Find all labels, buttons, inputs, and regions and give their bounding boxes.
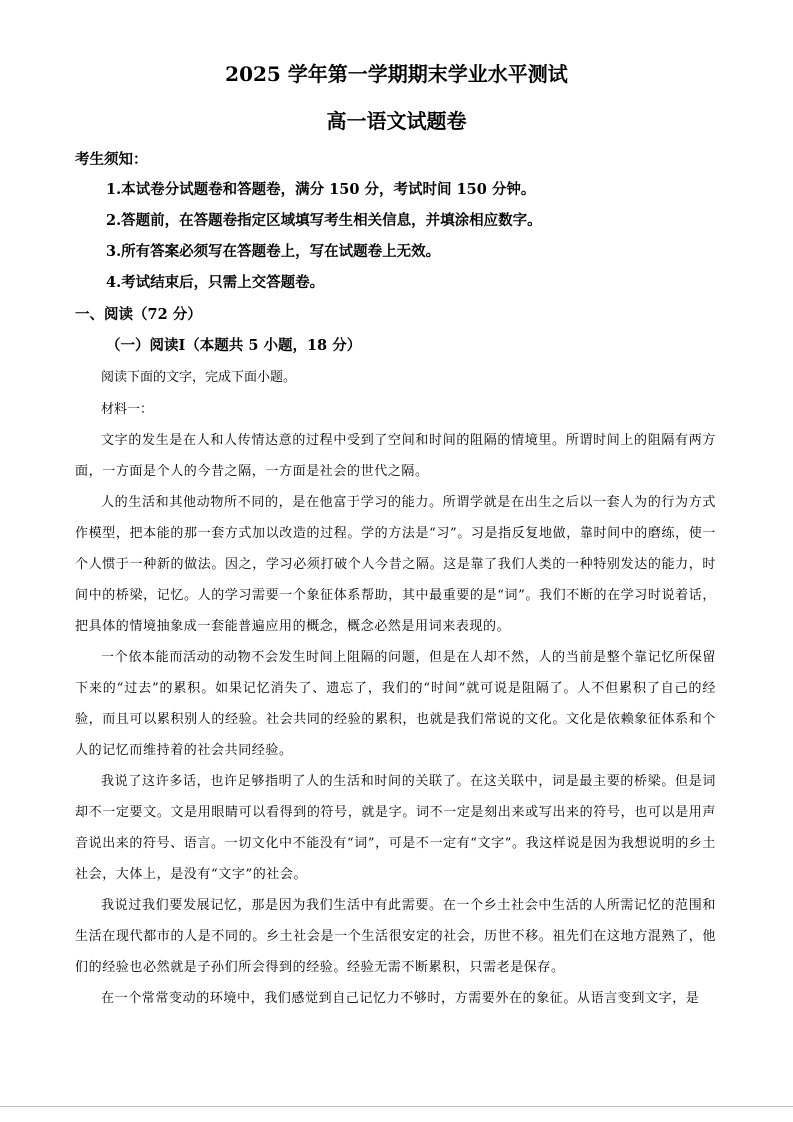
notice-heading: 考生须知： [75, 151, 148, 168]
page-bottom-divider [0, 1106, 793, 1107]
notice-item: 3.所有答案必须写在答题卷上，写在试题卷上无效。 [106, 243, 441, 260]
section-heading: 一、阅读（72 分） [75, 306, 202, 323]
notice-item: 2.答题前，在答题卷指定区域填写考生相关信息，并填涂相应数字。 [106, 212, 542, 229]
passage-paragraph: 我说过我们要发展记忆，那是因为我们生活中有此需要。在一个乡土社会中生活的人所需记忆的范围和生活在现代都市的人是不同的。乡土社会是一个生活很安定的社会，历世不移。祖先们在这地方混熟了，他们的经验也必然就是子孙们所会得到的经验。经验无需不断累积，只需老是保存。 [75, 898, 716, 975]
passage-paragraph: 在一个常常变动的环境中，我们感觉到自己记忆力不够时，方需要外在的象征。从语言变到文字，是 [101, 991, 700, 1006]
exam-title: 2025 学年第一学期期末学业水平测试 [225, 62, 568, 86]
passage-paragraph: 一个依本能而活动的动物不会发生时间上阻隔的问题，但是在人却不然，人的当前是整个靠记忆所保留下来的“过去”的累积。如果记忆消失了、遗忘了，我们的“时间”就可说是阻隔了。人不但累积了自己的经验，而且可以累积别人的经验。社会共同的经验的累积，也就是我们常说的文化。文化是依赖象征体系和个人的记忆而维持着的社会共同经验。 [75, 650, 716, 758]
reading-instruction: 阅读下面的文字，完成下面小题。 [101, 370, 297, 385]
passage-paragraph: 人的生活和其他动物所不同的，是在他富于学习的能力。所谓学就是在出生之后以一套人为的行为方式作模型，把本能的那一套方式加以改造的过程。学的方法是“习”。习是指反复地做，靠时间中的磨练，使一个人惯于一种新的做法。因之，学习必须打破个人今昔之隔。这是靠了我们人类的一种特别发达的能力，时间中的桥梁，记忆。人的学习需要一个象征体系帮助，其中最重要的是“词”。我们不断的在学习时说着话，把具体的情境抽象成一套能普遍应用的概念，概念必然是用词来表现的。 [75, 495, 716, 634]
passage-paragraph: 我说了这许多话，也许足够指明了人的生活和时间的关联了。在这关联中，词是最主要的桥梁。但是词却不一定要文。文是用眼睛可以看得到的符号，就是字。词不一定是刻出来或写出来的符号，也可以是用声音说出来的符号、语言。一切文化中不能没有“词”，可是不一定有“文字”。我这样说是因为我想说明的乡土社会，大体上，是没有“文字”的社会。 [75, 774, 716, 882]
exam-subtitle: 高一语文试题卷 [326, 109, 467, 133]
subsection-heading: （一）阅读Ⅰ（本题共 5 小题，18 分） [106, 337, 362, 354]
notice-item: 1.本试卷分试题卷和答题卷，满分 150 分，考试时间 150 分钟。 [106, 181, 536, 198]
notice-item: 4.考试结束后，只需上交答题卷。 [106, 274, 325, 291]
material-label: 材料一： [101, 402, 154, 417]
passage-paragraph: 文字的发生是在人和人传情达意的过程中受到了空间和时间的阻隔的情境里。所谓时间上的阻隔有两方面，一方面是个人的今昔之隔，一方面是社会的世代之隔。 [75, 433, 716, 479]
